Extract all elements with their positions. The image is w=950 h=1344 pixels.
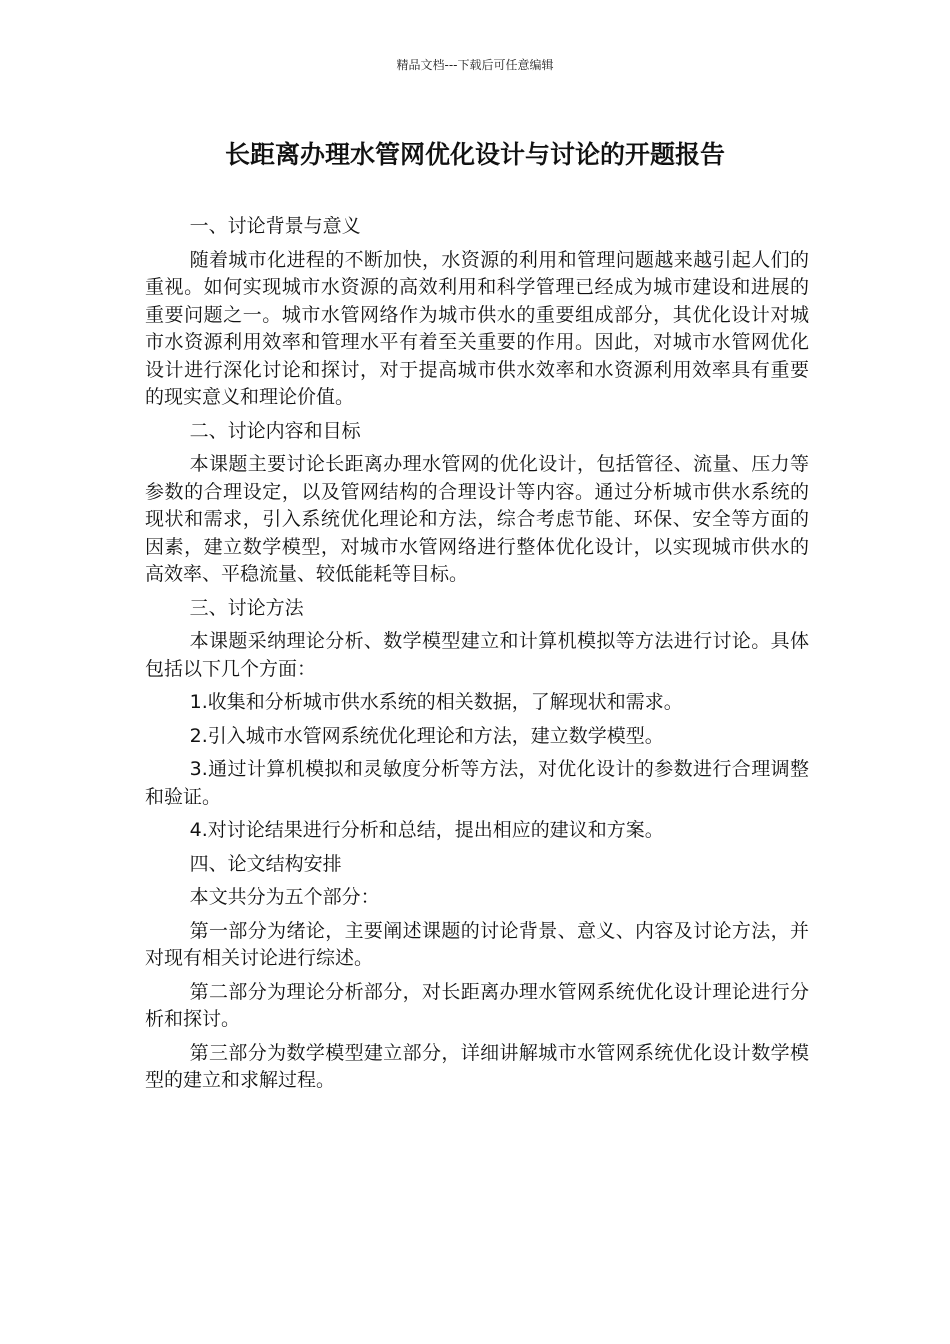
paragraph-part-2: 第二部分为理论分析部分，对长距离办理水管网系统优化设计理论进行分析和探讨。 [145,980,809,1030]
paragraph-structure-intro: 本文共分为五个部分： [189,886,380,908]
paragraph-part-1: 第一部分为绪论，主要阐述课题的讨论背景、意义、内容及讨论方法，并对现有相关讨论进行综述。 [145,919,809,969]
header-note: 精品文档---下载后可任意编辑 [396,58,554,72]
list-item-method-2: 2.引入城市水管网系统优化理论和方法，建立数学模型。 [189,724,664,747]
section-heading-background: 一、讨论背景与意义 [189,215,361,237]
document-title: 长距离办理水管网优化设计与讨论的开题报告 [224,140,725,169]
list-item-method-3: 3.通过计算机模拟和灵敏度分析等方法，对优化设计的参数进行合理调整和验证。 [145,758,809,808]
paragraph-method-intro: 本课题采纳理论分析、数学模型建立和计算机模拟等方法进行讨论。具体包括以下几个方面： [145,630,809,680]
paragraph-part-3: 第三部分为数学模型建立部分，详细讲解城市水管网系统优化设计数学模型的建立和求解过程。 [145,1041,809,1091]
document-body [145,213,809,1101]
section-heading-method: 三、讨论方法 [189,596,304,619]
list-item-method-4: 4.对讨论结果进行分析和总结，提出相应的建议和方案。 [189,819,664,841]
paragraph-background: 随着城市化进程的不断加快，水资源的利用和管理问题越来越引起人们的重视。如何实现城市水资源的高效利用和科学管理已经成为城市建设和进展的重要问题之一。城市水管网络作为城市供水的重要组成部分，其优化设计对城市水资源利用效率和管理水平有着至关重要的作用。因此，对城市水管网优化设计进行深化讨论和探讨，对于提高城市供水效率和水资源利用效率具有重要的现实意义和理论价值。 [145,248,809,408]
section-heading-structure: 四、论文结构安排 [189,852,342,875]
paragraph-content: 本课题主要讨论长距离办理水管网的优化设计，包括管径、流量、压力等参数的合理设定，以及管网结构的合理设计等内容。通过分析城市供水系统的现状和需求，引入系统优化理论和方法，综合考虑节能、环保、安全等方面的因素，建立数学模型，对城市水管网络进行整体优化设计，以实现城市供水的高效率、平稳流量、较低能耗等目标。 [145,453,809,585]
section-heading-content: 二、讨论内容和目标 [189,419,361,442]
list-item-method-1: 1.收集和分析城市供水系统的相关数据，了解现状和需求。 [189,691,683,713]
